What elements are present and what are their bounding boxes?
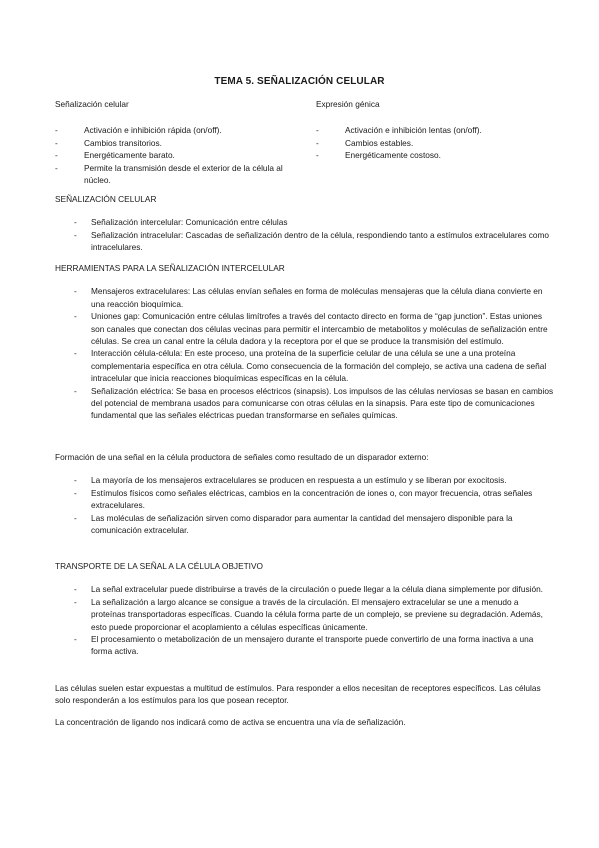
list-item: - Permite la transmisión desde el exterior de la célula al núcleo.	[55, 162, 283, 186]
intro-left-column	[55, 98, 287, 186]
list-item: - Las moléculas de señalización sirven como disparador para aumentar la cantidad del mensajero disponible para la comunicación extracelular.	[74, 512, 513, 536]
list-item: - Activación e inhibición lentas (on/off).	[316, 125, 482, 136]
intro-right-heading: Expresión génica	[316, 99, 380, 109]
section-heading: HERRAMIENTAS PARA LA SEÑALIZACIÓN INTERCELULAR	[55, 263, 285, 273]
intro-right-column	[316, 98, 556, 162]
paragraph-concentracion-ligando: La concentración de ligando nos indicará como de activa se encuentra una vía de señalización.	[55, 717, 406, 727]
list-item: - Señalización eléctrica: Se basa en procesos eléctricos (sinapsis). Los impulsos de las células nerviosas se basan en cambios del potencial de membrana usados para comunicarse con otras células en la sinapsis. Para este tipo de comunicaciones fundamental que las señales eléctricas puedan transformarse en señales químicas.	[74, 385, 554, 421]
list-item: - La señalización a largo alcance se consigue a través de la circulación. El mensajero extracelular se une a menudo a proteínas transportadoras específicas. Cuando la célula forma parte de un complejo, se previene su degradación. Además, esto puede proporcionar el acoplamiento a células específicas únicamente.	[74, 596, 543, 632]
section-heading: SEÑALIZACIÓN CELULAR	[55, 194, 157, 204]
list-item: - Activación e inhibición rápida (on/off).	[55, 125, 222, 136]
intro-left-list	[55, 124, 287, 186]
intro-right-list	[316, 124, 556, 161]
list-item: - Interacción célula-célula: En este proceso, una proteína de la superficie celular de una célula se une a una proteína complementaria específica en otra célula. Como consecuencia de la formación del complejo, se activa una cadena de señal intracelular que inicia reacciones bioquímicas específicas en la célula.	[74, 348, 547, 384]
section-heading: TRANSPORTE DE LA SEÑAL A LA CÉLULA OBJETIVO	[55, 561, 263, 571]
intro-left-heading: Señalización celular	[55, 99, 129, 109]
list-item: - El procesamiento o metabolización de un mensajero durante el transporte puede convertirlo de una forma inactiva a una forma activa.	[74, 634, 534, 657]
section-herramientas	[55, 262, 555, 422]
section-formacion-senal	[55, 451, 555, 536]
list-item: - Cambios transitorios.	[55, 137, 162, 148]
list-item: - La mayoría de los mensajeros extracelulares se producen en respuesta a un estímulo y se liberan por exocitosis.	[74, 475, 507, 486]
section-heading: Formación de una señal en la célula productora de señales como resultado de un disparador externo:	[55, 452, 429, 462]
list-item: - Mensajeros extracelulares: Las células envían señales en forma de moléculas mensajeras que la célula diana convierte en una reacción bioquímica.	[74, 286, 543, 309]
document-title: TEMA 5. SEÑALIZACIÓN CELULAR	[214, 76, 385, 87]
list-item: - Señalización intercelular: Comunicación entre células	[74, 217, 288, 228]
section-transporte	[55, 560, 555, 658]
section-senalizacion-celular	[55, 193, 555, 254]
list-item: - Uniones gap: Comunicación entre células limítrofes a través del contacto directo en forma de “gap junction”. Estas uniones son canales que conectan dos células vecinas para permitir el intercambio de metabolitos y moléculas de señalización entre células. Se crea un canal entre la célula dadora y la receptora por el que se produce la transmisión del estímulo.	[74, 311, 548, 347]
list-item: - Cambios estables.	[316, 137, 414, 148]
list-item: - Energéticamente barato.	[55, 150, 175, 161]
list-item: - Señalización intracelular: Cascadas de señalización dentro de la célula, respondiendo tanto a estímulos extracelulares como intracelulares.	[74, 229, 549, 253]
list-item: - Estímulos físicos como señales eléctricas, cambios en la concentración de iones o, con mayor frecuencia, otras señales extracelulares.	[74, 487, 533, 511]
paragraph-receptores: Las células suelen estar expuestas a multitud de estímulos. Para responder a ellos necesitan de receptores específicos. Las células solo responderán a los estímulos para los que posean receptor.	[55, 683, 541, 706]
list-item: - La señal extracelular puede distribuirse a través de la circulación o puede llegar a la célula diana simplemente por difusión.	[74, 584, 543, 595]
list-item: - Energéticamente costoso.	[316, 150, 441, 161]
